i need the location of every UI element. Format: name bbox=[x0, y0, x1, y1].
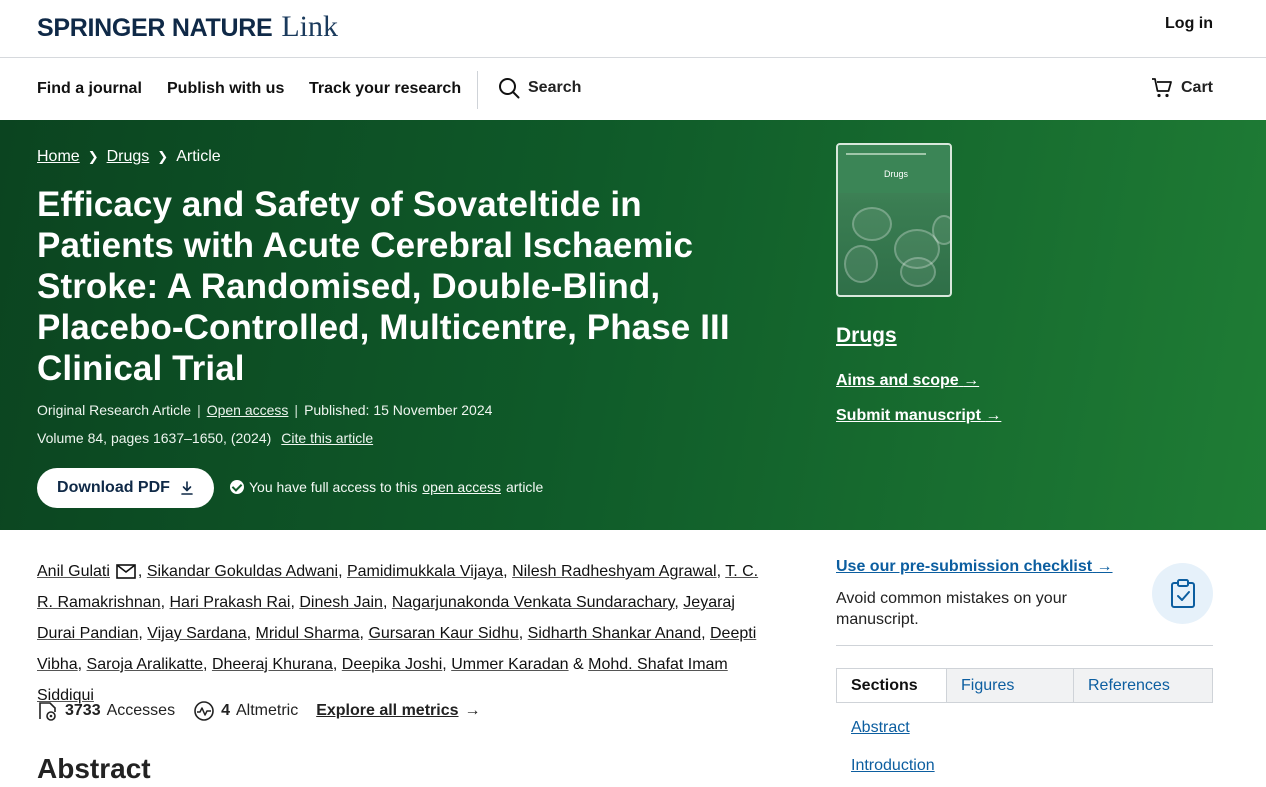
top-bar bbox=[0, 0, 1266, 58]
submit-manuscript-label: Submit manuscript bbox=[836, 407, 981, 424]
author-link[interactable]: Jeyaraj Durai Pandian bbox=[37, 594, 735, 642]
author-link[interactable]: Vijay Sardana bbox=[147, 625, 247, 642]
checklist-label: Use our pre-submission checklist bbox=[836, 558, 1093, 575]
author-link[interactable]: Gursaran Kaur Sidhu bbox=[368, 625, 519, 642]
logo-suffix: Link bbox=[281, 10, 339, 43]
tab-references[interactable]: References bbox=[1074, 669, 1212, 702]
author-link[interactable]: Mohd. Shafat Imam Siddiqui bbox=[37, 656, 728, 704]
accesses-icon bbox=[37, 700, 59, 722]
logo-brand: SPRINGER NATURE bbox=[37, 14, 273, 42]
breadcrumb-home[interactable]: Home bbox=[37, 148, 80, 165]
section-link-introduction[interactable]: Introduction bbox=[851, 757, 935, 774]
cite-article-link[interactable]: Cite this article bbox=[281, 430, 374, 446]
cover-decoration bbox=[900, 257, 936, 287]
author-link[interactable]: Saroja Aralikatte bbox=[86, 656, 204, 673]
author-link[interactable]: T. C. R. Ramakrishnan bbox=[37, 563, 759, 611]
journal-name-link[interactable]: Drugs bbox=[836, 324, 897, 347]
download-icon bbox=[180, 481, 194, 495]
author-link[interactable]: Nagarjunakonda Venkata Sundarachary bbox=[391, 594, 675, 611]
meta-separator: | bbox=[294, 402, 299, 418]
author-link[interactable]: Dheeraj Khurana bbox=[211, 656, 333, 673]
author-link[interactable]: Sikandar Gokuldas Adwani bbox=[146, 563, 339, 580]
altmetric-icon bbox=[193, 700, 215, 722]
search-icon bbox=[498, 77, 520, 99]
tab-sections[interactable]: Sections bbox=[837, 669, 947, 702]
article-hero bbox=[0, 120, 1266, 530]
author-link[interactable]: Deepika Joshi bbox=[341, 656, 443, 673]
author-link[interactable]: Mridul Sharma bbox=[255, 625, 360, 642]
cart-icon bbox=[1151, 77, 1173, 99]
article-volume-row bbox=[37, 430, 373, 446]
altmetric-label: Altmetric bbox=[235, 702, 299, 719]
author-link[interactable]: Anil Gulati bbox=[37, 563, 110, 580]
login-link[interactable]: Log in bbox=[1165, 15, 1213, 32]
access-notice bbox=[230, 479, 543, 495]
section-link-abstract[interactable]: Abstract bbox=[851, 719, 910, 736]
explore-metrics-link[interactable]: Explore all metrics bbox=[316, 702, 459, 719]
article-type: Original Research Article bbox=[37, 402, 192, 418]
checklist-description: Avoid common mistakes on your manuscript. bbox=[836, 590, 1067, 628]
author-link[interactable]: Ummer Karadan bbox=[451, 656, 569, 673]
submit-manuscript-link[interactable] bbox=[836, 407, 1001, 425]
breadcrumb-journal[interactable]: Drugs bbox=[106, 148, 150, 165]
sidebar-tabs bbox=[836, 668, 1213, 703]
article-metrics bbox=[37, 700, 481, 722]
main-nav bbox=[0, 59, 1266, 120]
author-link[interactable]: Pamidimukkala Vijaya bbox=[346, 563, 504, 580]
author-link[interactable]: Deepti Vibha bbox=[37, 625, 757, 673]
arrow-right-icon: → bbox=[464, 702, 481, 719]
article-meta bbox=[37, 402, 492, 418]
author-separator: , bbox=[137, 563, 143, 580]
cart-label: Cart bbox=[1180, 79, 1213, 96]
tab-figures[interactable]: Figures bbox=[947, 669, 1074, 702]
abstract-heading: Abstract bbox=[37, 753, 151, 784]
email-icon[interactable] bbox=[116, 564, 136, 579]
published-date: Published: 15 November 2024 bbox=[304, 402, 493, 418]
author-link[interactable]: Nilesh Radheshyam Agrawal bbox=[512, 563, 717, 580]
checklist-link[interactable] bbox=[836, 558, 1113, 576]
sidebar-divider bbox=[836, 645, 1213, 646]
springer-nature-link-logo[interactable] bbox=[37, 10, 338, 44]
access-suffix: article bbox=[505, 479, 544, 495]
search-button[interactable] bbox=[498, 77, 581, 99]
nav-find-journal[interactable]: Find a journal bbox=[37, 80, 142, 97]
download-pdf-label: Download PDF bbox=[57, 479, 170, 496]
nav-publish-with-us[interactable]: Publish with us bbox=[167, 80, 285, 97]
breadcrumb-current: Article bbox=[176, 148, 221, 165]
cover-decoration bbox=[852, 207, 892, 241]
meta-separator: | bbox=[197, 402, 201, 418]
cover-journal-title: Drugs bbox=[884, 169, 909, 179]
aims-scope-label: Aims and scope bbox=[836, 372, 959, 389]
access-open-access-link[interactable]: open access bbox=[422, 479, 501, 495]
journal-cover-image[interactable] bbox=[836, 143, 952, 297]
download-pdf-button[interactable] bbox=[37, 468, 214, 508]
nav-track-research[interactable]: Track your research bbox=[309, 80, 462, 97]
cover-rule bbox=[846, 153, 926, 155]
author-link[interactable]: Dinesh Jain bbox=[299, 594, 383, 611]
author-list: Anil Gulati , Sikandar Gokuldas Adwani, Pamidimukkala Vijaya, Nilesh Radheshyam Agrawal, T. C. R. Ramakrishnan, Hari Prakash Rai, Dinesh Jain, Nagarjunakonda Venkata Sundarachary, Jeyaraj Durai Pandian, Vijay Sardana, Mridul Sharma, Gursaran Kaur Sidhu, Sidharth Shankar Anand, Deepti Vibha, Saroja Aralikatte, Dheeraj Khurana, Deepika Joshi, Ummer Karadan & Mohd. Shafat Imam Siddiqui bbox=[37, 563, 759, 704]
cover-decoration bbox=[932, 215, 952, 245]
cover-decoration bbox=[844, 245, 878, 283]
breadcrumb bbox=[37, 148, 221, 166]
arrow-right-icon: → bbox=[985, 407, 1002, 424]
search-label: Search bbox=[528, 79, 582, 96]
access-prefix: You have full access to this bbox=[249, 479, 418, 495]
open-access-link[interactable]: Open access bbox=[206, 402, 289, 418]
chevron-right-icon: ❯ bbox=[87, 149, 99, 164]
chevron-right-icon: ❯ bbox=[157, 149, 169, 164]
aims-scope-link[interactable] bbox=[836, 372, 979, 390]
checklist-badge bbox=[1152, 563, 1213, 624]
author-link[interactable]: Sidharth Shankar Anand bbox=[527, 625, 702, 642]
author-link[interactable]: Hari Prakash Rai bbox=[169, 594, 291, 611]
check-circle-icon bbox=[230, 480, 244, 494]
accesses-label: Accesses bbox=[106, 702, 176, 719]
nav-divider bbox=[477, 71, 478, 109]
cart-button[interactable] bbox=[1151, 77, 1213, 99]
clipboard-check-icon bbox=[1170, 579, 1196, 609]
arrow-right-icon: → bbox=[963, 372, 980, 389]
volume-info: Volume 84, pages 1637–1650, (2024) bbox=[37, 430, 272, 446]
article-title: Efficacy and Safety of Sovateltide in Patients with Acute Cerebral Ischaemic Stroke: A Randomised, Double-Blind, Placebo-Controlled, Multicentre, Phase III Clinical Trial bbox=[37, 185, 730, 388]
arrow-right-icon: → bbox=[1096, 558, 1113, 575]
accesses-count: 3733 bbox=[65, 702, 101, 719]
altmetric-count: 4 bbox=[221, 702, 230, 719]
